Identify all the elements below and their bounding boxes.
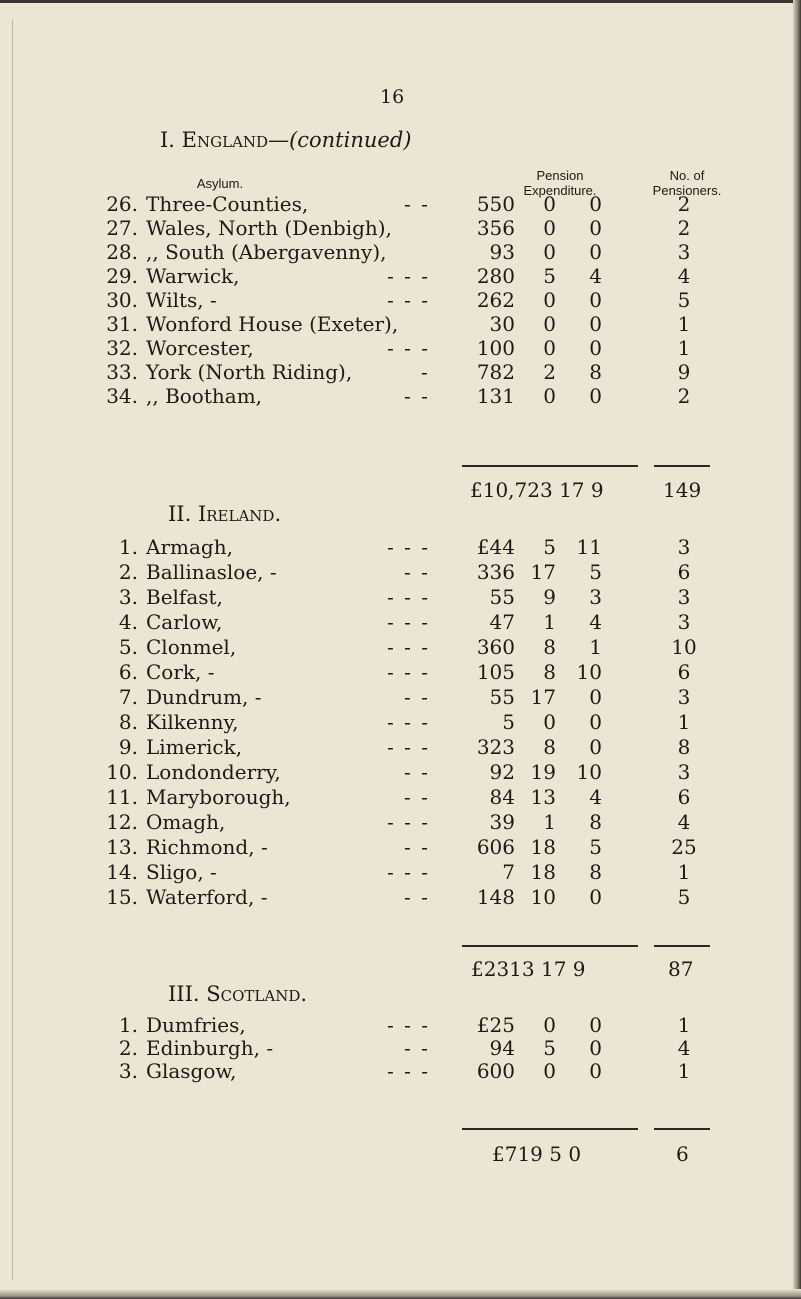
pence-value: 0: [589, 384, 602, 408]
pensioners-value: 3: [677, 240, 691, 264]
table-row: [0, 360, 801, 386]
pence-value: 10: [576, 660, 602, 684]
pensioners-value: 1: [677, 336, 691, 360]
asylum-name: Omagh,: [146, 810, 226, 834]
header-pensioners-line1: No. of: [669, 168, 705, 183]
row-number: 11.: [106, 785, 138, 809]
pensioners-value: 1: [677, 1013, 691, 1037]
row-number: 28.: [106, 240, 138, 264]
asylum-name: Clonmel,: [146, 635, 237, 659]
leader-dashes: - - -: [387, 535, 430, 559]
section-name: England: [181, 128, 269, 152]
page-number: 16: [380, 86, 405, 108]
pence-value: 4: [589, 264, 602, 288]
leader-dashes: - - -: [387, 735, 430, 759]
row-number: 2.: [118, 560, 138, 584]
leader-dashes: - - -: [387, 264, 430, 288]
shillings-value: 0: [543, 1059, 556, 1083]
scotland-total-amount: £719 5 0: [492, 1142, 582, 1166]
leader-dashes: - - -: [387, 860, 430, 884]
total-rule: [654, 1128, 710, 1130]
shillings-value: 13: [530, 785, 556, 809]
pounds-value: 39: [489, 810, 515, 834]
asylum-name: Dundrum, -: [146, 685, 262, 709]
shillings-value: 2: [543, 360, 556, 384]
row-number: 3.: [118, 585, 138, 609]
pensioners-value: 6: [677, 560, 691, 584]
pounds-value: 360: [476, 635, 515, 659]
pounds-value: £44: [476, 535, 515, 559]
pensioners-value: 2: [677, 384, 691, 408]
pounds-value: 105: [476, 660, 515, 684]
pensioners-value: 10: [671, 635, 697, 659]
shillings-value: 1: [543, 610, 556, 634]
table-row: [0, 240, 801, 266]
leader-dashes: - - -: [387, 585, 430, 609]
pounds-value: 100: [476, 336, 515, 360]
asylum-name: Londonderry,: [146, 760, 281, 784]
shillings-value: 8: [543, 735, 556, 759]
shillings-value: 8: [543, 660, 556, 684]
shillings-value: 1: [543, 810, 556, 834]
section-name: Scotland.: [206, 982, 308, 1006]
pensioners-value: 1: [677, 710, 691, 734]
asylum-name: Worcester,: [146, 336, 254, 360]
pensioners-value: 6: [677, 660, 691, 684]
shillings-value: 17: [530, 685, 556, 709]
asylum-name: Cork, -: [146, 660, 215, 684]
asylum-name: Limerick,: [146, 735, 243, 759]
pounds-value: 84: [489, 785, 515, 809]
leader-dashes: - - -: [387, 660, 430, 684]
asylum-name: Carlow,: [146, 610, 223, 634]
section-title-scotland: [168, 982, 307, 1006]
pence-value: 0: [589, 312, 602, 336]
leader-dashes: - -: [404, 835, 430, 859]
leader-dashes: - - -: [387, 610, 430, 634]
pounds-value: 55: [489, 685, 515, 709]
leader-dashes: - -: [404, 1036, 430, 1060]
pounds-value: 336: [476, 560, 515, 584]
asylum-name: Belfast,: [146, 585, 223, 609]
pounds-value: 93: [489, 240, 515, 264]
pence-value: 0: [589, 336, 602, 360]
row-number: 9.: [118, 735, 138, 759]
section-number: I.: [160, 128, 175, 152]
pence-value: 0: [589, 1013, 602, 1037]
section-suffix: —(continued): [268, 128, 412, 152]
row-number: 6.: [118, 660, 138, 684]
leader-dashes: - -: [404, 785, 430, 809]
pensioners-value: 8: [677, 735, 691, 759]
section-title-england: [160, 128, 411, 152]
ireland-total-pensioners: 87: [668, 957, 694, 981]
pence-value: 0: [589, 216, 602, 240]
pensioners-value: 4: [677, 264, 691, 288]
asylum-name: Ballinasloe, -: [146, 560, 277, 584]
pence-value: 8: [589, 360, 602, 384]
shillings-value: 0: [543, 312, 556, 336]
shillings-value: 5: [543, 1036, 556, 1060]
page-bottom-edge: [0, 1289, 801, 1299]
pence-value: 0: [589, 885, 602, 909]
table-row: [0, 312, 801, 338]
row-number: 14.: [106, 860, 138, 884]
row-number: 26.: [106, 192, 138, 216]
page-top-edge: [0, 0, 801, 3]
asylum-name: Maryborough,: [146, 785, 291, 809]
table-row: [0, 885, 801, 911]
table-row: [0, 264, 801, 290]
pensioners-value: 25: [671, 835, 697, 859]
header-asylum: Asylum.: [196, 176, 244, 191]
row-number: 34.: [106, 384, 138, 408]
table-row: [0, 336, 801, 362]
leader-dashes: - -: [404, 560, 430, 584]
shillings-value: 17: [530, 560, 556, 584]
pounds-value: 55: [489, 585, 515, 609]
pence-value: 0: [589, 1036, 602, 1060]
pence-value: 0: [589, 710, 602, 734]
shillings-value: 18: [530, 835, 556, 859]
pensioners-value: 1: [677, 312, 691, 336]
pensioners-value: 6: [677, 785, 691, 809]
leader-dashes: - - -: [387, 710, 430, 734]
row-number: 33.: [106, 360, 138, 384]
asylum-name: Edinburgh, -: [146, 1036, 274, 1060]
pounds-value: 7: [502, 860, 515, 884]
table-row: [0, 735, 801, 761]
row-number: 1.: [118, 1013, 138, 1037]
pensioners-value: 2: [677, 192, 691, 216]
pounds-value: £25: [476, 1013, 515, 1037]
pence-value: 4: [589, 785, 602, 809]
leader-dashes: - - -: [387, 336, 430, 360]
shillings-value: 19: [530, 760, 556, 784]
ireland-total-amount: £2313 17 9: [471, 957, 586, 981]
leader-dashes: -: [421, 360, 430, 384]
leader-dashes: - - -: [387, 288, 430, 312]
pounds-value: 131: [476, 384, 515, 408]
pence-value: 0: [589, 240, 602, 264]
pence-value: 10: [576, 760, 602, 784]
pensioners-value: 5: [677, 885, 691, 909]
pensioners-value: 3: [677, 685, 691, 709]
header-pensioners-line2: Pensioners.: [652, 183, 722, 198]
row-number: 29.: [106, 264, 138, 288]
asylum-name: Wales, North (Denbigh),: [146, 216, 392, 240]
row-number: 10.: [106, 760, 138, 784]
table-row: [0, 810, 801, 836]
table-row: [0, 635, 801, 661]
england-total-pensioners: 149: [663, 478, 702, 502]
pence-value: 0: [589, 685, 602, 709]
shillings-value: 10: [530, 885, 556, 909]
row-number: 8.: [118, 710, 138, 734]
asylum-name: Armagh,: [146, 535, 233, 559]
pensioners-value: 3: [677, 610, 691, 634]
section-title-ireland: [168, 502, 281, 526]
asylum-name: Glasgow,: [146, 1059, 237, 1083]
pence-value: 8: [589, 810, 602, 834]
table-row: [0, 585, 801, 611]
scotland-total-pensioners: 6: [676, 1142, 689, 1166]
table-row: [0, 710, 801, 736]
total-rule: [654, 465, 710, 467]
shillings-value: 0: [543, 240, 556, 264]
shillings-value: 0: [543, 710, 556, 734]
shillings-value: 8: [543, 635, 556, 659]
pensioners-value: 3: [677, 535, 691, 559]
table-row: [0, 785, 801, 811]
asylum-name: Wonford House (Exeter),: [146, 312, 399, 336]
pounds-value: 262: [476, 288, 515, 312]
row-number: 15.: [106, 885, 138, 909]
total-rule: [654, 945, 710, 947]
pounds-value: 94: [489, 1036, 515, 1060]
pounds-value: 550: [476, 192, 515, 216]
asylum-name: ,, Bootham,: [146, 384, 263, 408]
pounds-value: 600: [476, 1059, 515, 1083]
shillings-value: 0: [543, 192, 556, 216]
asylum-name: Waterford, -: [146, 885, 268, 909]
table-row: [0, 835, 801, 861]
table-row: [0, 560, 801, 586]
shillings-value: 0: [543, 384, 556, 408]
pence-value: 0: [589, 735, 602, 759]
pounds-value: 30: [489, 312, 515, 336]
leader-dashes: - - -: [387, 810, 430, 834]
pence-value: 11: [576, 535, 602, 559]
pounds-value: 148: [476, 885, 515, 909]
leader-dashes: - -: [404, 192, 430, 216]
pounds-value: 280: [476, 264, 515, 288]
pence-value: 0: [589, 192, 602, 216]
asylum-name: Sligo, -: [146, 860, 217, 884]
table-row: [0, 216, 801, 242]
pensioners-value: 3: [677, 760, 691, 784]
shillings-value: 0: [543, 336, 556, 360]
pounds-value: 606: [476, 835, 515, 859]
pounds-value: 92: [489, 760, 515, 784]
row-number: 4.: [118, 610, 138, 634]
asylum-name: Richmond, -: [146, 835, 268, 859]
pensioners-value: 2: [677, 216, 691, 240]
table-row: [0, 760, 801, 786]
table-row: [0, 288, 801, 314]
pensioners-value: 1: [677, 1059, 691, 1083]
pounds-value: 47: [489, 610, 515, 634]
leader-dashes: - - -: [387, 1059, 430, 1083]
asylum-name: ,, South (Abergavenny),: [146, 240, 387, 264]
leader-dashes: - - -: [387, 1013, 430, 1037]
shillings-value: 0: [543, 1013, 556, 1037]
pence-value: 5: [589, 835, 602, 859]
pence-value: 3: [589, 585, 602, 609]
pounds-value: 5: [502, 710, 515, 734]
row-number: 27.: [106, 216, 138, 240]
leader-dashes: - - -: [387, 635, 430, 659]
asylum-name: Warwick,: [146, 264, 240, 288]
shillings-value: 0: [543, 216, 556, 240]
total-rule: [462, 945, 638, 947]
pence-value: 8: [589, 860, 602, 884]
row-number: 5.: [118, 635, 138, 659]
table-row: [0, 535, 801, 561]
pence-value: 5: [589, 560, 602, 584]
asylum-name: Three-Counties,: [146, 192, 309, 216]
header-pension-line1: Pension: [536, 168, 584, 183]
row-number: 30.: [106, 288, 138, 312]
section-number: II.: [168, 502, 192, 526]
table-row: [0, 860, 801, 886]
row-number: 1.: [118, 535, 138, 559]
shillings-value: 5: [543, 535, 556, 559]
shillings-value: 0: [543, 288, 556, 312]
section-number: III.: [168, 982, 200, 1006]
row-number: 3.: [118, 1059, 138, 1083]
leader-dashes: - -: [404, 685, 430, 709]
section-name: Ireland.: [197, 502, 282, 526]
table-row: [0, 384, 801, 410]
row-number: 31.: [106, 312, 138, 336]
asylum-name: Kilkenny,: [146, 710, 239, 734]
pensioners-value: 3: [677, 585, 691, 609]
header-pension-line2: Expenditure.: [523, 183, 597, 198]
leader-dashes: - -: [404, 885, 430, 909]
row-number: 32.: [106, 336, 138, 360]
pounds-value: 356: [476, 216, 515, 240]
pence-value: 0: [589, 288, 602, 312]
pensioners-value: 1: [677, 860, 691, 884]
pounds-value: 782: [476, 360, 515, 384]
asylum-name: Wilts, -: [146, 288, 217, 312]
table-row: [0, 1059, 801, 1085]
total-rule: [462, 1128, 638, 1130]
leader-dashes: - -: [404, 760, 430, 784]
pence-value: 4: [589, 610, 602, 634]
pensioners-value: 4: [677, 810, 691, 834]
row-number: 12.: [106, 810, 138, 834]
asylum-name: York (North Riding),: [146, 360, 353, 384]
pence-value: 0: [589, 1059, 602, 1083]
pence-value: 1: [589, 635, 602, 659]
total-rule: [462, 465, 638, 467]
table-row: [0, 610, 801, 636]
shillings-value: 9: [543, 585, 556, 609]
row-number: 13.: [106, 835, 138, 859]
shillings-value: 18: [530, 860, 556, 884]
table-row: [0, 685, 801, 711]
table-row: [0, 660, 801, 686]
pensioners-value: 9: [677, 360, 691, 384]
pensioners-value: 4: [677, 1036, 691, 1060]
pensioners-value: 5: [677, 288, 691, 312]
table-row: [0, 192, 801, 218]
shillings-value: 5: [543, 264, 556, 288]
row-number: 7.: [118, 685, 138, 709]
pounds-value: 323: [476, 735, 515, 759]
england-total-amount: £10,723 17 9: [470, 478, 604, 502]
leader-dashes: - -: [404, 384, 430, 408]
row-number: 2.: [118, 1036, 138, 1060]
asylum-name: Dumfries,: [146, 1013, 246, 1037]
